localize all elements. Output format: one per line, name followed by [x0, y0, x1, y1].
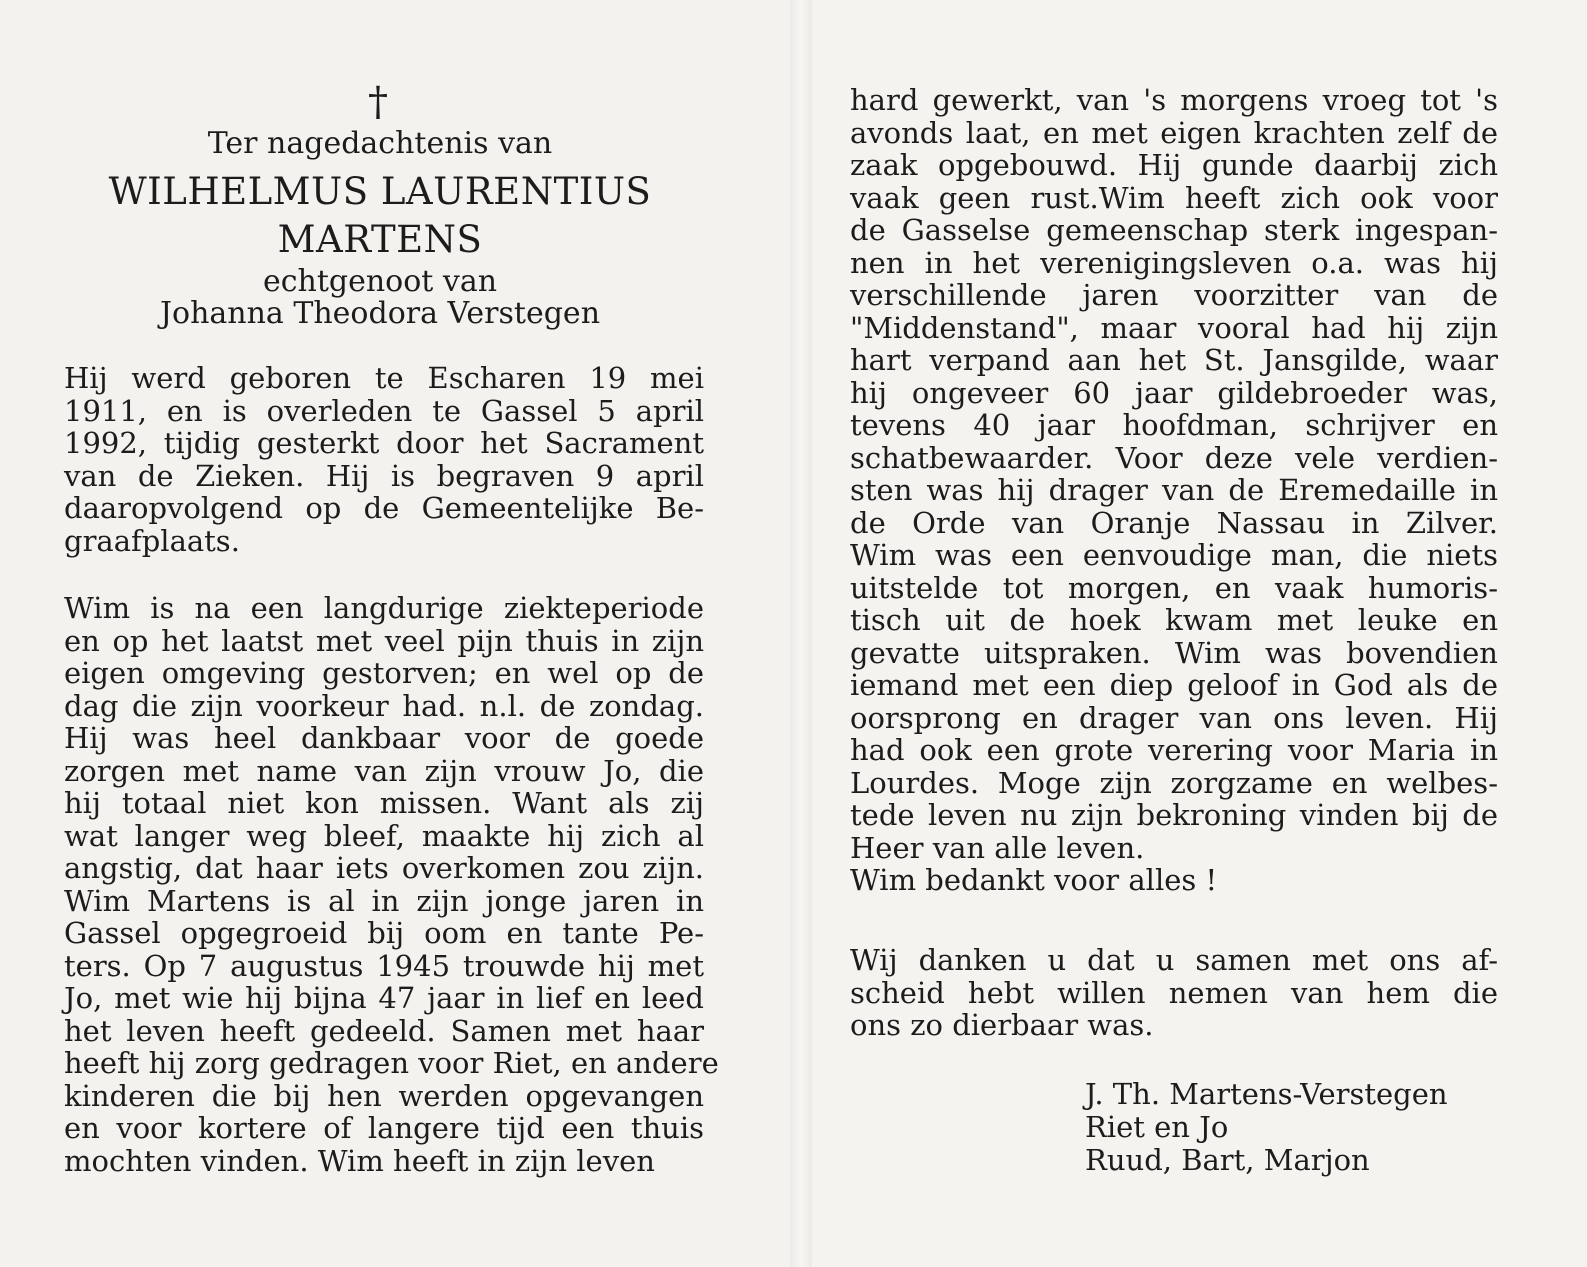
text-line: heeft hij zorg gedragen voor Riet, en andere	[64, 1046, 719, 1080]
text-line: avonds laat, en met eigen krachten zelf de	[850, 115, 1498, 150]
life-story-continued-paragraph	[850, 84, 1498, 897]
text-line: Wim bedankt voor alles !	[850, 863, 1218, 897]
text-line: Jo, met wie hij bijna 47 jaar in lief en leed	[64, 981, 704, 1015]
text-line: Wim is na een langdurige ziekteperiode	[64, 591, 704, 625]
text-line: tisch uit de hoek kwam met leuke en	[850, 603, 1498, 637]
text-line: graafplaats.	[64, 523, 240, 558]
text-line: zaak opgebouwd. Hij gunde daarbij zich	[850, 148, 1498, 182]
thanks-paragraph	[850, 944, 1498, 1042]
text-line: hart verpand aan het St. Jansgilde, waar	[850, 343, 1498, 377]
text-line: uitstelde tot morgen, en vaak humoris-	[850, 570, 1498, 605]
text-line: en op het laatst met veel pijn thuis in zijn	[64, 623, 704, 658]
text-line: dag die zijn voorkeur had. n.l. de zondag.	[64, 688, 704, 723]
text-line: Riet en Jo	[1085, 1110, 1229, 1144]
text-line: angstig, dat haar iets overkomen zou zijn.	[64, 851, 704, 885]
deceased-name-line1: WILHELMUS LAURENTIUS	[108, 170, 652, 213]
text-line: Heer van alle leven.	[850, 830, 1145, 865]
text-line: had ook een grote verering voor Maria in	[850, 733, 1498, 767]
text-line: daaropvolgend op de Gemeentelijke Be-	[64, 491, 704, 525]
spouse-name: Johanna Theodora Verstegen	[159, 296, 601, 331]
text-line: schatbewaarder. Voor deze vele verdien-	[850, 440, 1498, 475]
text-line: gevatte uitspraken. Wim was bovendien	[850, 635, 1498, 670]
text-line: Ruud, Bart, Marjon	[1085, 1143, 1370, 1177]
text-line: kinderen die bij hen werden opgevangen	[64, 1078, 704, 1113]
text-line: hij ongeveer 60 jaar gildebroeder was,	[850, 375, 1498, 410]
text-line: tede leven nu zijn bekroning vinden bij de	[850, 798, 1498, 832]
signers-block	[1085, 1078, 1448, 1177]
text-line: J. Th. Martens-Verstegen	[1085, 1077, 1448, 1111]
text-line: iemand met een diep geloof in God als de	[850, 668, 1498, 702]
text-line: van de Zieken. Hij is begraven 9 april	[64, 458, 704, 493]
deceased-name-line2: MARTENS	[277, 218, 483, 261]
in-memory-heading: Ter nagedachtenis van	[207, 126, 553, 161]
text-line: vaak geen rust.Wim heeft zich ook voor	[850, 180, 1498, 215]
cross-icon: †	[368, 79, 388, 125]
text-line: ons zo dierbaar was.	[850, 1008, 1154, 1042]
life-story-paragraph	[64, 591, 719, 1178]
text-line: zorgen met name van zijn vrouw Jo, die	[64, 753, 704, 788]
text-line: eigen omgeving gestorven; en wel op de	[64, 656, 704, 690]
text-line: Wim was een eenvoudige man, die niets	[850, 538, 1498, 572]
text-line: 1992, tijdig gesterkt door het Sacrament	[64, 426, 704, 460]
spouse-label: echtgenoot van	[262, 264, 498, 299]
card-fold	[790, 0, 812, 1267]
text-line: Gassel opgegroeid bij oom en tante Pe-	[64, 916, 704, 950]
text-line: en voor kortere of langere tijd een thuis	[64, 1111, 704, 1145]
text-line: de Gasselse gemeenschap sterk ingespan-	[850, 213, 1498, 247]
text-line: nen in het verenigingsleven o.a. was hij	[850, 245, 1498, 280]
text-line: 1911, en is overleden te Gassel 5 april	[64, 393, 704, 428]
text-line: het leven heeft gedeeld. Samen met haar	[64, 1013, 704, 1048]
text-line: oorsprong en drager van ons leven. Hij	[850, 700, 1498, 735]
text-line: Lourdes. Moge zijn zorgzame en welbes-	[850, 765, 1498, 800]
text-line: Wij danken u dat u samen met ons af-	[850, 943, 1498, 977]
text-line: wat langer weg bleef, maakte hij zich al	[64, 818, 704, 853]
text-line: "Middenstand", maar vooral had hij zijn	[850, 310, 1498, 345]
birth-death-paragraph	[64, 362, 704, 557]
text-line: Hij was heel dankbaar voor de goede	[64, 721, 704, 755]
text-line: sten was hij drager van de Eremedaille in	[850, 473, 1498, 507]
text-line: hij totaal niet kon missen. Want als zij	[64, 786, 704, 820]
text-line: Wim Martens is al in zijn jonge jaren in	[64, 883, 704, 918]
text-line: tevens 40 jaar hoofdman, schrijver en	[850, 408, 1498, 442]
text-line: mochten vinden. Wim heeft in zijn leven	[64, 1143, 655, 1178]
text-line: verschillende jaren voorzitter van de	[850, 278, 1498, 312]
text-line: Hij werd geboren te Escharen 19 mei	[64, 361, 704, 395]
text-line: hard gewerkt, van 's morgens vroeg tot 's	[850, 83, 1498, 117]
text-line: ters. Op 7 augustus 1945 trouwde hij met	[64, 948, 704, 983]
text-line: de Orde van Oranje Nassau in Zilver.	[850, 505, 1498, 540]
text-line: scheid hebt willen nemen van hem die	[850, 975, 1498, 1010]
